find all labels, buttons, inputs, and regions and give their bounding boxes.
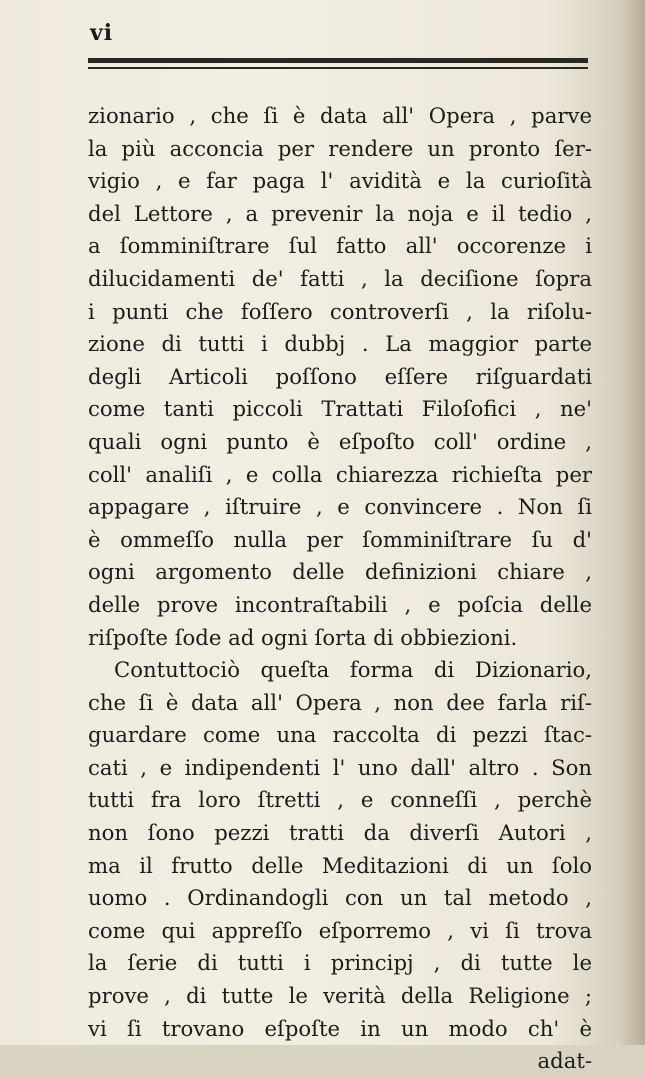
text-line: i punti che foſſero controverſi , la riſolu- xyxy=(88,298,592,324)
text-line: zionario , che ſi è data all' Opera , parve xyxy=(88,103,592,128)
header-rule-thin xyxy=(88,67,588,69)
text-line: appagare , iſtruire , e convincere . Non ſi xyxy=(88,494,592,520)
page-edge-shadow xyxy=(619,0,645,1045)
text-line: è ommeſſo nulla per ſomminiſtrare ſu d' xyxy=(88,526,592,552)
text-line: non ſono pezzi tratti da diverſi Autori , xyxy=(88,820,592,846)
text-line: ma il frutto delle Meditazioni di un ſolo xyxy=(88,852,592,878)
text-line: cati , e indipendenti l' uno dall' altro . Son xyxy=(88,754,592,780)
text-line: che ſi è data all' Opera , non dee farla riſ- xyxy=(88,689,592,715)
text-line: come qui appreſſo eſporremo , vi ſi trova xyxy=(88,917,592,943)
text-line: delle prove incontraſtabili , e poſcia delle xyxy=(88,591,592,617)
text-line: degli Articoli poſſono eſſere riſguardati xyxy=(88,363,592,389)
text-line: quali ogni punto è eſpoſto coll' ordine , xyxy=(88,428,592,454)
text-line: a ſomminiſtrare ſul fatto all' occorenze i xyxy=(88,233,592,259)
paragraph-1 xyxy=(88,100,592,654)
header-rule xyxy=(88,58,588,69)
catchword: adat- xyxy=(537,1048,592,1074)
text-line: dilucidamenti de' fatti , la deciſione ſopra xyxy=(88,265,592,291)
text-line: ogni argomento delle definizioni chiare , xyxy=(88,559,592,585)
text-line: la più acconcia per rendere un pronto ſer- xyxy=(88,135,592,161)
text-line: prove , di tutte le verità della Religione ; xyxy=(88,983,592,1009)
text-line: come tanti piccoli Trattati Filoſofici , ne' xyxy=(88,396,592,422)
text-line: coll' analiſi , e colla chiarezza richieſta per xyxy=(88,461,592,487)
text-line: la ſerie di tutti i principj , di tutte le xyxy=(88,950,592,976)
text-line: tutti fra loro ſtretti , e conneſſi , perchè xyxy=(88,787,592,813)
text-line: del Lettore , a prevenir la noja e il tedio , xyxy=(88,200,592,226)
text-line: guardare come una raccolta di pezzi ſtac- xyxy=(88,722,592,748)
text-line: vigio , e far paga l' avidità e la curioſità xyxy=(88,168,592,194)
text-line: uomo . Ordinandogli con un tal metodo , xyxy=(88,885,592,911)
page-number: vi xyxy=(90,20,114,46)
text-line: zione di tutti i dubbj . La maggior parte xyxy=(88,331,592,357)
paragraph-2 xyxy=(88,654,592,1045)
text-line: vi ſi trovano eſpoſte in un modo ch' è xyxy=(88,1015,592,1041)
text-line: riſpoſte ſode ad ogni ſorta di obbiezioni. xyxy=(88,624,518,650)
body-text xyxy=(88,100,592,1078)
text-line: Contuttociò queſta forma di Dizionario, xyxy=(114,657,592,683)
header-rule-thick xyxy=(88,58,588,63)
